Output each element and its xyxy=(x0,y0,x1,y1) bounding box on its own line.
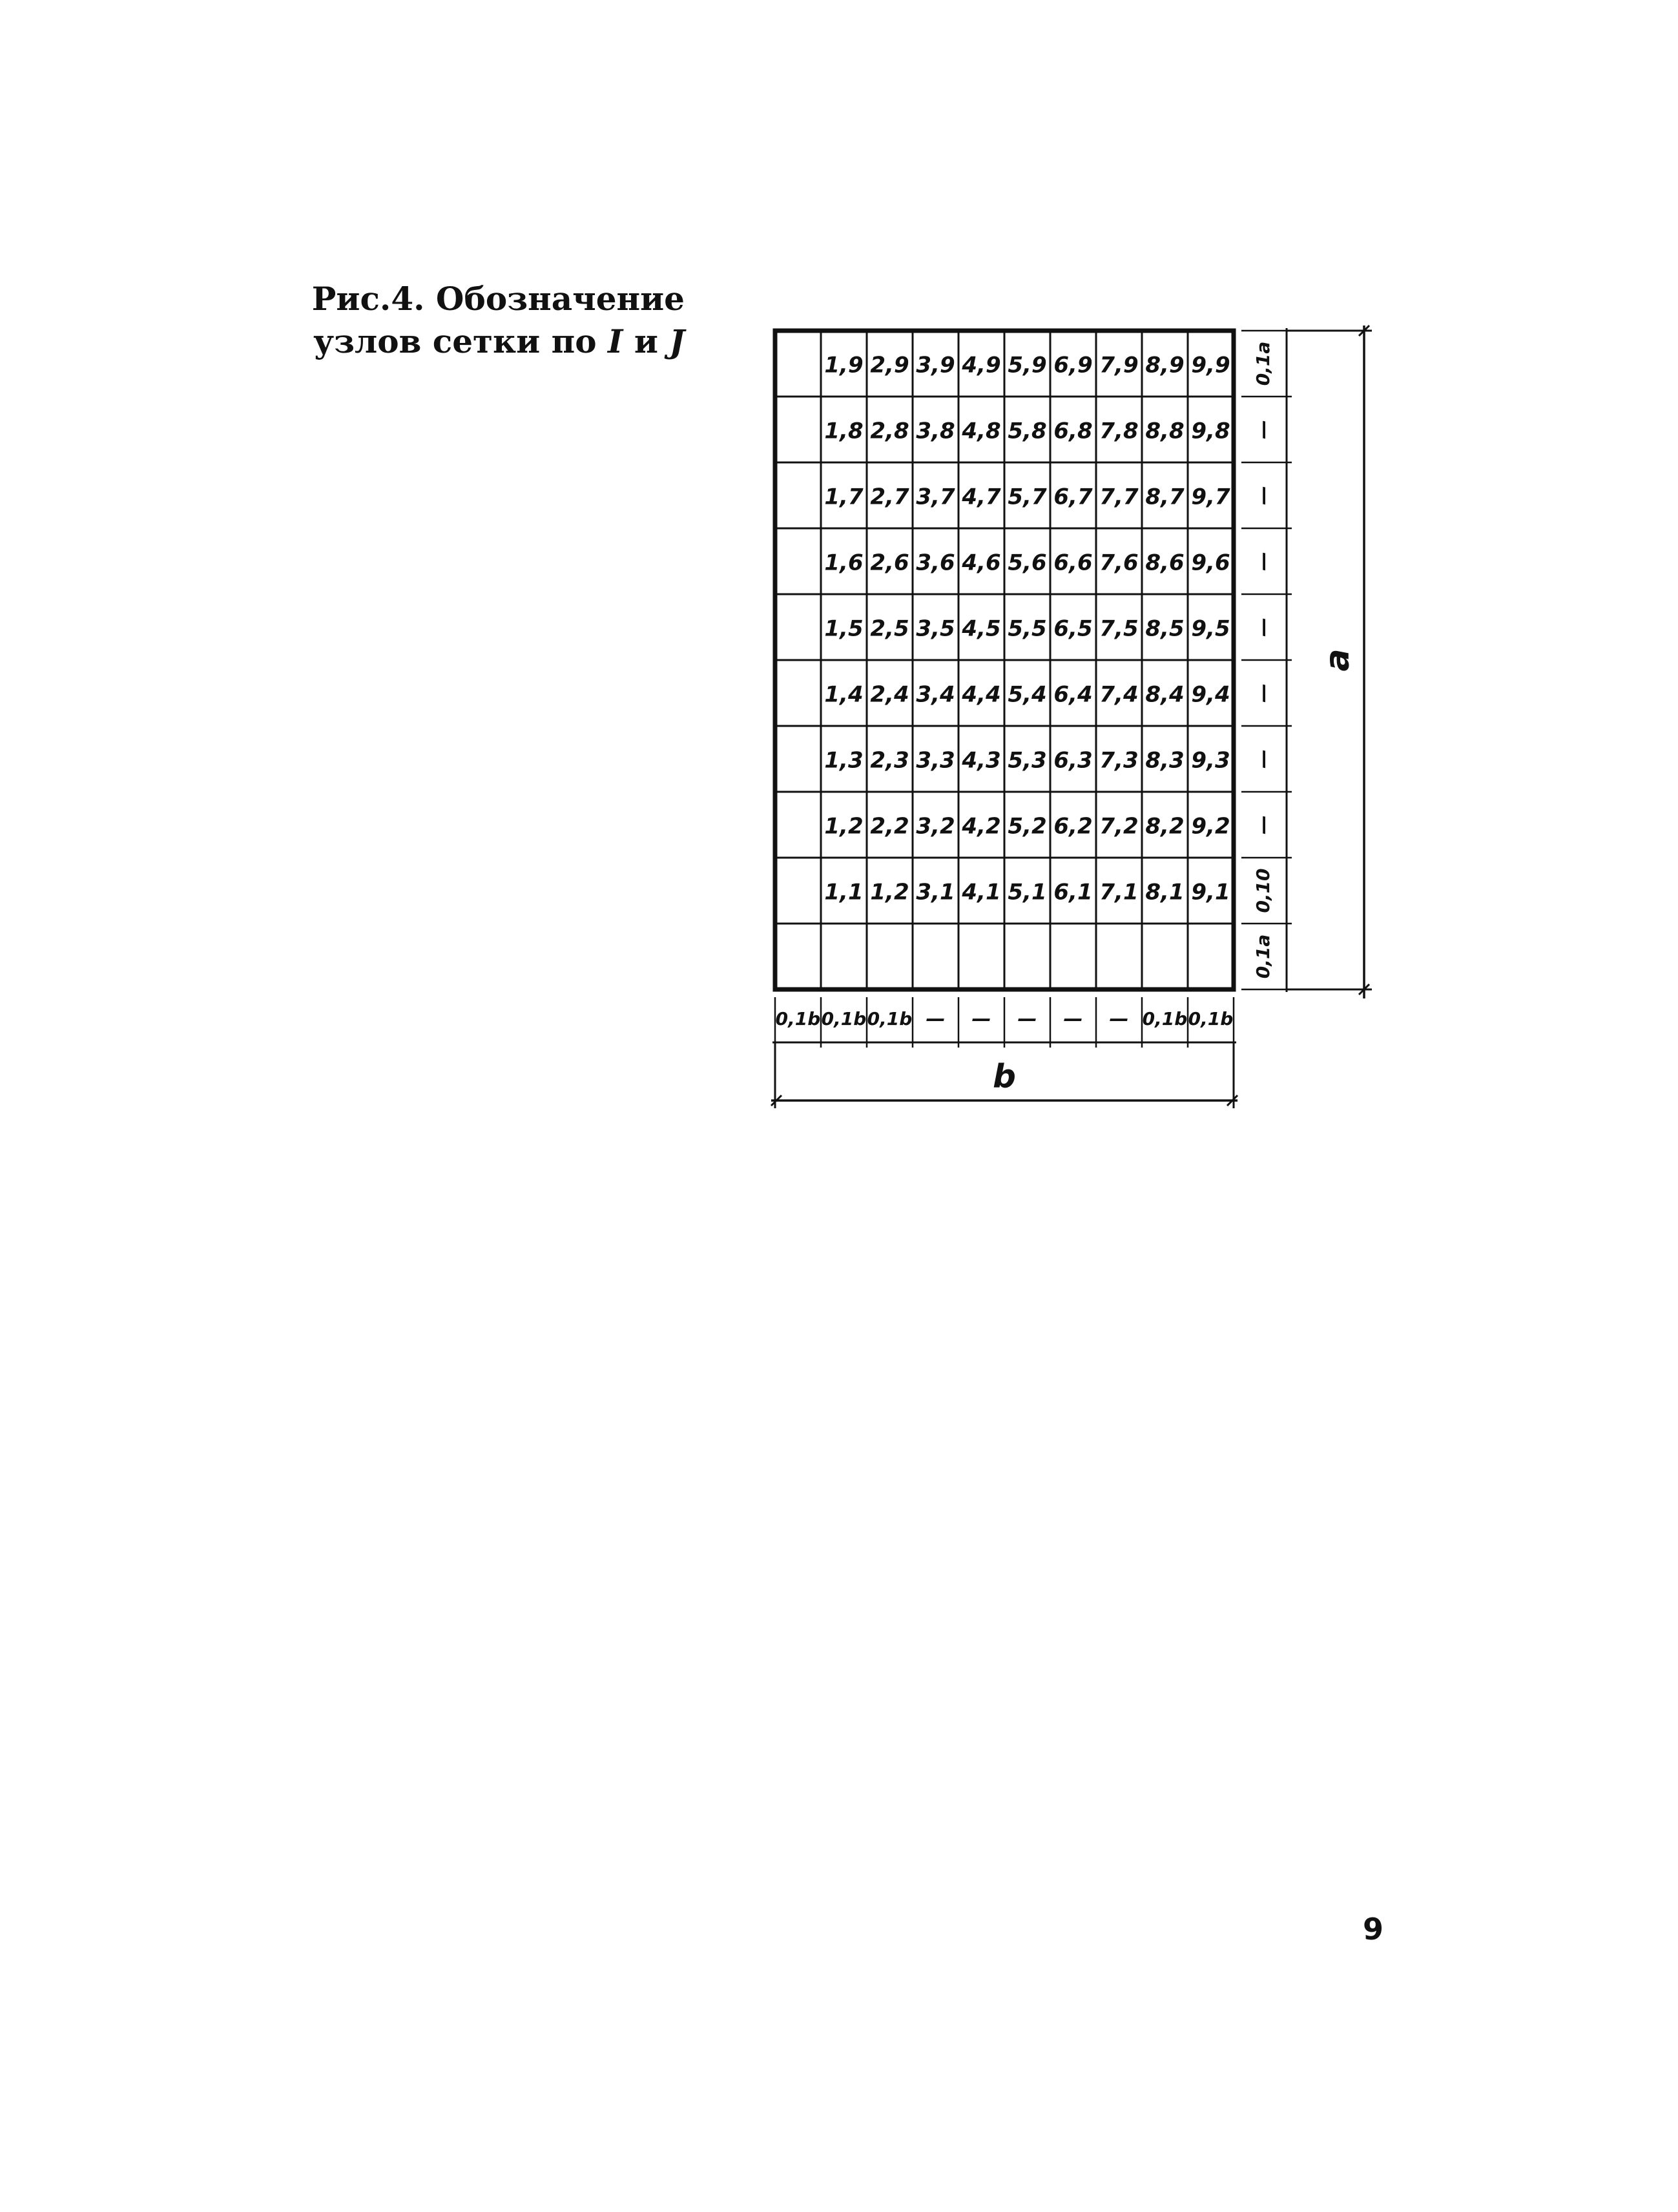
grid-node-label: 1,9 xyxy=(824,352,864,378)
grid-node-label: 9,6 xyxy=(1191,550,1230,576)
grid-node-label: 3,8 xyxy=(916,418,955,444)
grid-node-label: 1,5 xyxy=(824,615,864,642)
caption-symbol-i: I xyxy=(608,322,623,360)
grid-node-label: 3,2 xyxy=(916,813,955,840)
dimension-label-bottom: 0,1b xyxy=(1142,1008,1188,1029)
grid-node-label: 4,4 xyxy=(962,681,1001,708)
dimension-label-bottom: — xyxy=(971,1008,991,1031)
grid-node-label: 2,5 xyxy=(870,615,909,642)
grid-node-label: 4,2 xyxy=(962,813,1001,840)
grid-node-label: 2,8 xyxy=(870,418,909,444)
dimension-label-right: 0,1a xyxy=(1252,934,1274,979)
grid-node-label: 8,5 xyxy=(1145,615,1185,642)
grid-node-label: 5,6 xyxy=(1008,550,1047,576)
grid-node-label: 6,2 xyxy=(1053,813,1093,840)
grid-node-label: 7,2 xyxy=(1099,813,1139,840)
dimension-label-bottom: 0,1b xyxy=(867,1008,913,1029)
grid-node-label: 9,4 xyxy=(1191,681,1230,708)
grid-node-label: 5,2 xyxy=(1008,813,1047,840)
grid-node-label: 4,8 xyxy=(962,418,1001,444)
grid-node-label: 7,7 xyxy=(1099,484,1139,510)
dimension-label-bottom: 0,1b xyxy=(775,1008,821,1029)
dimension-label-bottom: 0,1b xyxy=(821,1008,867,1029)
grid-node-label: 2,3 xyxy=(870,747,909,774)
caption-line-2 xyxy=(271,320,685,363)
grid-node-label: 6,3 xyxy=(1053,747,1093,774)
grid-node-label: 7,8 xyxy=(1099,418,1139,444)
grid-node-label: 1,2 xyxy=(870,879,909,905)
grid-node-label: 3,4 xyxy=(916,681,955,708)
width-label-b: b xyxy=(993,1057,1016,1095)
grid-node-label: 9,5 xyxy=(1191,615,1230,642)
grid-node-label: 2,7 xyxy=(870,484,909,510)
dimension-label-bottom: — xyxy=(926,1008,946,1031)
grid-node-label: 3,6 xyxy=(916,550,955,576)
grid-node-label: 7,5 xyxy=(1099,615,1139,642)
grid-node-label: 6,9 xyxy=(1053,352,1093,378)
grid-node-label: 9,3 xyxy=(1191,747,1230,774)
dimension-label-bottom: — xyxy=(1017,1008,1037,1031)
grid-node-label: 7,1 xyxy=(1099,879,1139,905)
grid-node-label: 3,1 xyxy=(916,879,955,905)
grid-node-label: 4,6 xyxy=(962,550,1001,576)
dimension-label-right: — xyxy=(1252,683,1275,703)
caption-conjunction: и xyxy=(634,322,658,360)
dimension-label-right: 0,1a xyxy=(1252,341,1274,386)
grid-node-label: 7,3 xyxy=(1099,747,1139,774)
grid-node-label: 9,7 xyxy=(1191,484,1230,510)
grid-node-label: 4,1 xyxy=(962,879,1001,905)
grid-node-label: 1,4 xyxy=(824,681,864,708)
dimension-label-bottom: — xyxy=(1063,1008,1083,1031)
dimension-label-right: 0,10 xyxy=(1252,868,1274,913)
grid-node-label: 5,5 xyxy=(1008,615,1047,642)
grid-node-label: 8,6 xyxy=(1145,550,1185,576)
grid-node-label: 7,4 xyxy=(1099,681,1139,708)
grid-node-label: 8,4 xyxy=(1145,681,1185,708)
grid-node-label: 8,1 xyxy=(1145,879,1185,905)
dimension-label-right: — xyxy=(1252,749,1275,769)
grid-node-label: 1,7 xyxy=(824,484,864,510)
dimension-label-right: — xyxy=(1252,815,1275,834)
figure-caption xyxy=(271,278,685,363)
caption-prefix: узлов сетки по xyxy=(313,322,597,360)
grid-node-label: 5,9 xyxy=(1008,352,1047,378)
grid-node-label: 3,7 xyxy=(916,484,955,510)
dimension-label-bottom: 0,1b xyxy=(1188,1008,1234,1029)
grid-node-label: 3,9 xyxy=(916,352,955,378)
grid-node-label: 5,3 xyxy=(1008,747,1047,774)
grid-node-label: 6,6 xyxy=(1053,550,1093,576)
grid-node-label: 1,2 xyxy=(824,813,864,840)
grid-node-label: 5,1 xyxy=(1008,879,1047,905)
height-label-a: a xyxy=(1318,648,1357,672)
grid-node-label: 8,3 xyxy=(1145,747,1185,774)
grid-node-label: 3,5 xyxy=(916,615,955,642)
grid-node-label: 1,3 xyxy=(824,747,864,774)
dimension-label-right: — xyxy=(1252,552,1275,571)
grid-node-label: 4,7 xyxy=(962,484,1001,510)
grid-node-label: 5,7 xyxy=(1008,484,1047,510)
grid-node-label: 9,1 xyxy=(1191,879,1230,905)
grid-node-label: 4,5 xyxy=(962,615,1001,642)
dimension-label-right: — xyxy=(1252,617,1275,637)
dimension-label-right: — xyxy=(1252,486,1275,505)
grid-node-label: 6,8 xyxy=(1053,418,1093,444)
grid-node-label: 5,4 xyxy=(1008,681,1047,708)
grid-node-label: 4,9 xyxy=(962,352,1001,378)
grid-node-label: 6,1 xyxy=(1053,879,1093,905)
grid-node-label: 9,8 xyxy=(1191,418,1230,444)
grid-node-label: 9,2 xyxy=(1191,813,1230,840)
page-number: 9 xyxy=(1363,1912,1384,1947)
grid-node-label: 2,6 xyxy=(870,550,909,576)
grid-node-label: 6,5 xyxy=(1053,615,1093,642)
grid-node-label: 8,9 xyxy=(1145,352,1185,378)
grid-node-label: 6,7 xyxy=(1053,484,1093,510)
caption-symbol-j: J xyxy=(669,322,685,360)
dimension-label-bottom: — xyxy=(1109,1008,1129,1031)
grid-node-label: 2,9 xyxy=(870,352,909,378)
dimension-label-right: — xyxy=(1252,420,1275,439)
grid-node-label: 4,3 xyxy=(962,747,1001,774)
grid-node-label: 1,1 xyxy=(824,879,864,905)
grid-node-label: 8,8 xyxy=(1145,418,1185,444)
grid-drawing xyxy=(769,323,1414,1137)
grid-node-label: 7,6 xyxy=(1099,550,1139,576)
grid-node-label: 1,8 xyxy=(824,418,864,444)
grid-node-label: 1,6 xyxy=(824,550,864,576)
grid-node-label: 3,3 xyxy=(916,747,955,774)
caption-line-1: Рис.4. Обозначение xyxy=(311,280,685,318)
grid-node-label: 8,7 xyxy=(1145,484,1185,510)
grid-node-label: 7,9 xyxy=(1099,352,1139,378)
grid-node-label: 5,8 xyxy=(1008,418,1047,444)
grid-figure xyxy=(769,323,1414,1137)
grid-node-label: 9,9 xyxy=(1191,352,1230,378)
grid-node-label: 6,4 xyxy=(1053,681,1093,708)
grid-node-label: 2,4 xyxy=(870,681,909,708)
grid-node-label: 2,2 xyxy=(870,813,909,840)
grid-node-label: 8,2 xyxy=(1145,813,1185,840)
